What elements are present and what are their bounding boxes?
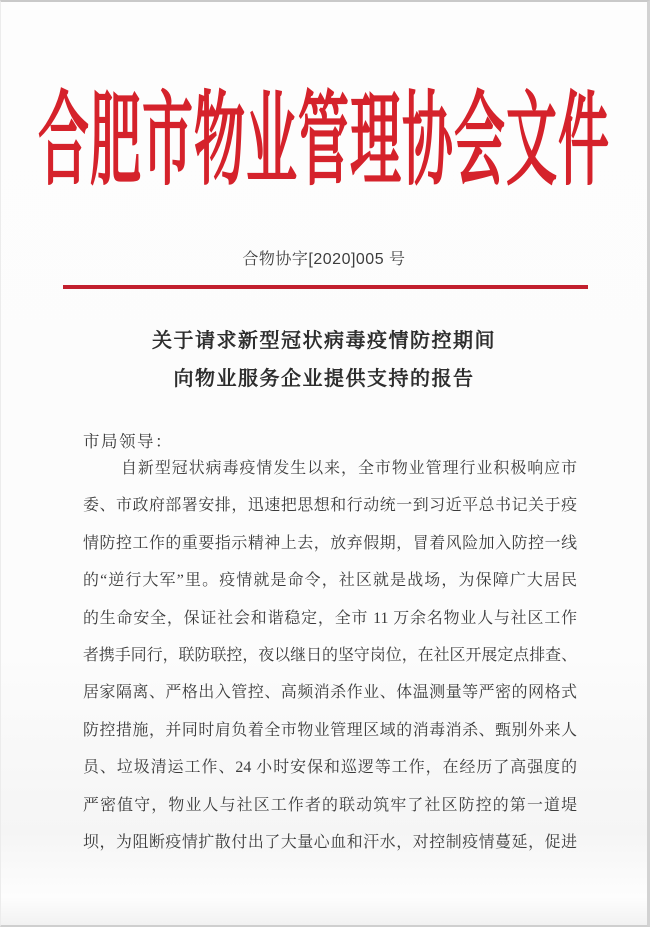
- body-line: 委、市政府部署安排，迅速把思想和行动统一到习近平总书记关于疫: [83, 497, 577, 515]
- document-title-line-2: 向物业服务企业提供支持的报告: [173, 368, 475, 390]
- body-line: 者携手同行，联防联控，夜以继日的坚守岗位，在社区开展定点排查、: [83, 647, 577, 665]
- body-line: 居家隔离、严格出入管控、高频消杀作业、体温测量等严密的网格式: [83, 684, 577, 702]
- body-line: 的“逆行大军”里。疫情就是命令，社区就是战场，为保障广大居民: [83, 572, 577, 590]
- body-line: 严密值守，物业人与社区工作者的联动筑牢了社区防控的第一道堤: [83, 796, 577, 814]
- letterhead-banner: [1, 87, 647, 200]
- red-divider-line: [63, 285, 588, 289]
- body-line: 自新型冠状病毒疫情发生以来，全市物业管理行业积极响应市: [121, 460, 577, 477]
- document-title-line-1: 关于请求新型冠状病毒疫情防控期间: [152, 330, 496, 352]
- letterhead-title: 合肥市物业管理协会文件: [37, 87, 610, 200]
- body-line: 情防控工作的重要指示精神上去，放弃假期，冒着风险加入防控一线: [83, 534, 577, 552]
- document-title: [1, 322, 647, 398]
- body-line: 坝，为阻断疫情扩散付出了大量心血和汗水，对控制疫情蔓延，促进: [83, 834, 577, 852]
- document-number: 合物协字[2020]005 号: [242, 251, 406, 268]
- body-line: 的生命安全，保证社会和谐稳定，全市 11 万余名物业人与社区工作: [83, 609, 577, 627]
- body-line: 防控措施，并同时肩负着全市物业管理区域的消毒消杀、甄别外来人: [83, 721, 577, 739]
- body-line: 员、垃圾清运工作、24 小时安保和巡逻等工作，在经历了高强度的: [83, 759, 577, 777]
- salutation: 市局领导：: [83, 432, 173, 451]
- body-paragraph: [83, 450, 577, 861]
